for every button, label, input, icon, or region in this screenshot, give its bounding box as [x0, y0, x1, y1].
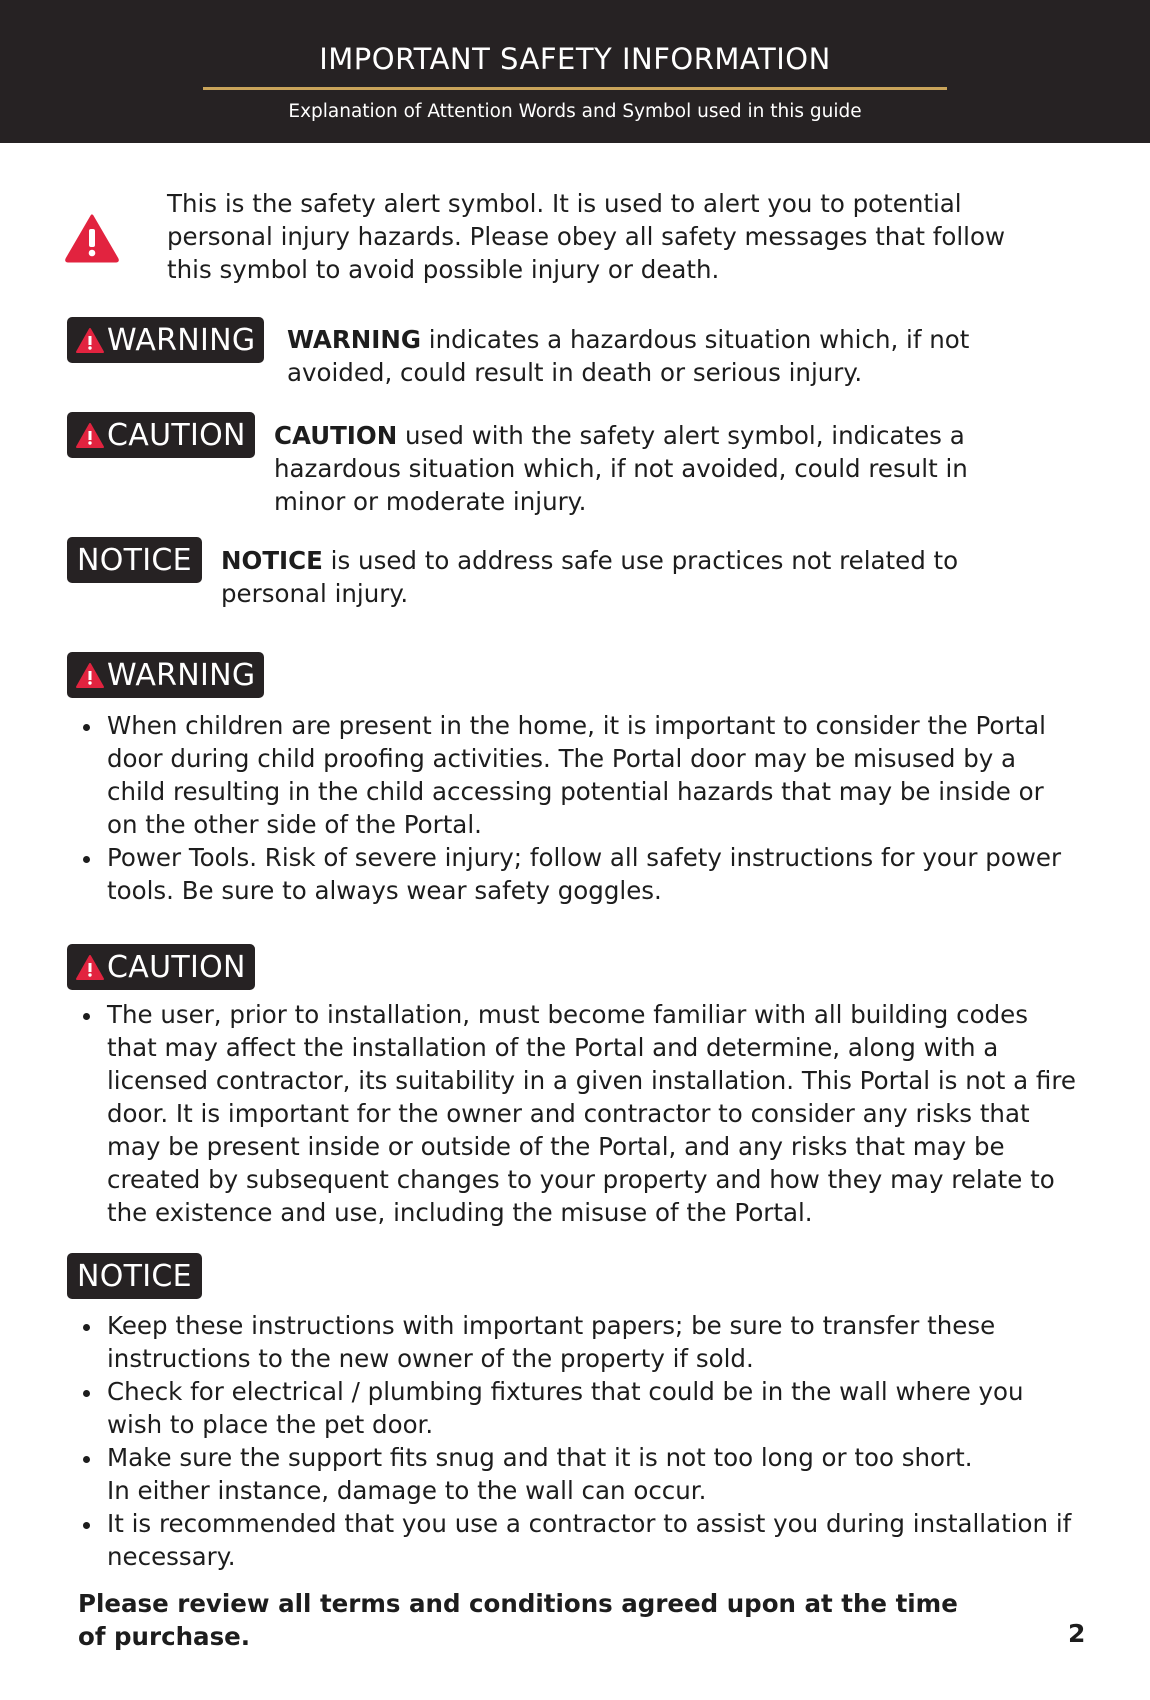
caution-section-badge — [67, 944, 255, 990]
warning-badge — [67, 317, 264, 363]
caution-term: CAUTION — [274, 421, 398, 450]
warning-triangle-icon — [75, 422, 105, 449]
warning-list — [78, 709, 1078, 907]
page-header — [0, 0, 1150, 143]
warning-triangle-icon — [75, 954, 105, 981]
page-number: 2 — [1068, 1619, 1086, 1648]
caution-section-label: CAUTION — [107, 949, 246, 985]
notice-definition — [221, 544, 981, 610]
warning-triangle-icon — [75, 662, 105, 689]
list-item: Check for electrical / plumbing fixtures that could be in the wall where you wish to place the pet door. — [78, 1375, 1078, 1441]
notice-badge — [67, 537, 202, 583]
page-title: IMPORTANT SAFETY INFORMATION — [319, 42, 831, 76]
list-item: It is recommended that you use a contractor to assist you during installation if necessary. — [78, 1507, 1078, 1573]
caution-definition-text: used with the safety alert symbol, indicates a hazardous situation which, if not avoided, could result in minor or moderate injury. — [274, 421, 968, 516]
notice-list — [78, 1309, 1078, 1573]
list-item — [78, 1441, 1078, 1507]
warning-definition-text: indicates a hazardous situation which, if not avoided, could result in death or serious injury. — [287, 325, 970, 387]
warning-triangle-icon — [64, 213, 120, 263]
terms-note: Please review all terms and conditions agreed upon at the time of purchase. — [78, 1589, 958, 1651]
caution-definition — [274, 419, 1004, 518]
warning-badge-label: WARNING — [107, 322, 256, 358]
list-item-line: In either instance, damage to the wall can occur. — [107, 1476, 707, 1505]
warning-section-label: WARNING — [107, 657, 256, 693]
header-divider — [203, 87, 947, 90]
notice-section-badge — [67, 1253, 202, 1299]
warning-term: WARNING — [287, 325, 421, 354]
notice-definition-text: is used to address safe use practices not related to personal injury. — [221, 546, 959, 608]
notice-section-label: NOTICE — [77, 1258, 192, 1294]
caution-badge — [67, 412, 255, 458]
warning-section-badge — [67, 652, 264, 698]
list-item: The user, prior to installation, must become familiar with all building codes that may affect the installation of the Portal and determine, along with a licensed contractor, its suitability in a given installation. This Portal is not a fire door. It is important for the owner and contractor to consider any risks that may be present inside or outside of the Portal, and any risks that may be created by subsequent changes to your property and how they may relate to the existence and use, including the misuse of the Portal. — [78, 998, 1078, 1229]
notice-term: NOTICE — [221, 546, 323, 575]
list-item: When children are present in the home, it is important to consider the Portal door during child proofing activities. The Portal door may be misused by a child resulting in the child accessing potential hazards that may be inside or on the other side of the Portal. — [78, 709, 1078, 841]
warning-triangle-icon — [75, 327, 105, 354]
list-item: Power Tools. Risk of severe injury; follow all safety instructions for your power tools. Be sure to always wear safety goggles. — [78, 841, 1078, 907]
alert-symbol-description: This is the safety alert symbol. It is used to alert you to potential personal injury hazards. Please obey all safety messages that follow this symbol to avoid possible injury or death. — [167, 189, 1006, 284]
page-subtitle: Explanation of Attention Words and Symbol used in this guide — [288, 101, 862, 122]
list-item-line: Make sure the support fits snug and that it is not too long or too short. — [107, 1443, 973, 1472]
list-item: Keep these instructions with important papers; be sure to transfer these instructions to the new owner of the property if sold. — [78, 1309, 1078, 1375]
warning-definition — [287, 323, 1007, 389]
caution-list — [78, 998, 1078, 1229]
caution-badge-label: CAUTION — [107, 417, 246, 453]
notice-badge-label: NOTICE — [77, 542, 192, 578]
